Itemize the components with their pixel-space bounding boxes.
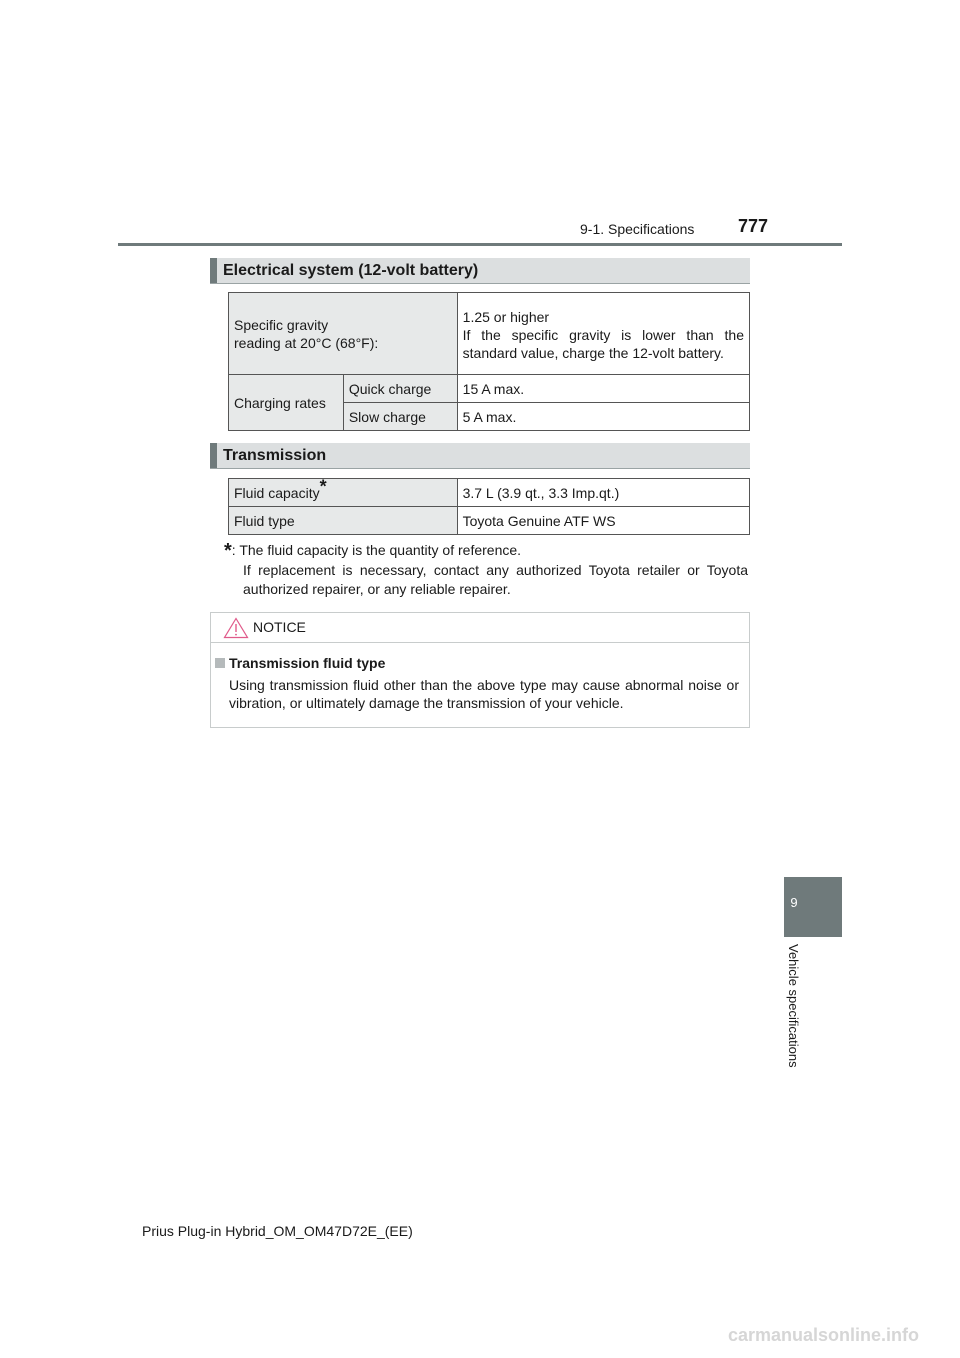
slow-charge-label: Slow charge [343,403,457,431]
section-title-electrical: Electrical system (12-volt battery) [223,262,479,279]
specific-gravity-label-cell [229,293,458,375]
notice-header [211,613,749,643]
footnote [224,541,748,599]
section-title-transmission: Transmission [223,447,327,464]
chapter-label: Vehicle specifications [786,944,801,1068]
header-section-title: 9-1. Specifications [580,221,695,237]
slow-charge-value: 5 A max. [457,403,749,431]
footnote-text-2: If replacement is necessary, contact any authorized Toyota retailer or Toyota authorized repairer, or any reliable repairer. [243,562,748,597]
electrical-spec-table [228,292,750,431]
notice-item-heading [215,655,385,671]
bullet-square-icon [215,658,225,668]
specific-gravity-value-line2: If the specific gravity is lower than the standard value, charge the 12-volt battery. [462,326,744,361]
notice-item-body: Using transmission fluid other than the above type may cause abnormal noise or vibration, or ultimately damage the transmission of your vehicle. [229,677,739,711]
chapter-label-wrap [786,944,806,1094]
quick-charge-value: 15 A max. [457,375,749,403]
fluid-capacity-label-cell [229,475,458,507]
fluid-type-label: Fluid type [229,507,458,535]
fluid-capacity-label: Fluid capacity [234,484,320,501]
specific-gravity-value-line1: 1.25 or higher [462,308,550,325]
transmission-spec-table [228,475,750,535]
notice-item-title: Transmission fluid type [229,655,386,671]
warning-triangle-icon [223,617,249,639]
header-rule [118,243,842,246]
footer-document-id: Prius Plug-in Hybrid_OM_OM47D72E_(EE) [142,1223,413,1239]
footnote-text-1: : The fluid capacity is the quantity of reference. [231,542,522,558]
quick-charge-label: Quick charge [343,375,457,403]
footnote-line1 [224,541,748,561]
chapter-tab [784,877,842,937]
specific-gravity-label-line1: Specific gravity [234,316,329,333]
chapter-number: 9 [790,895,798,910]
specific-gravity-label-line2: reading at 20°C (68°F): [234,334,379,351]
page-number: 777 [738,216,769,236]
watermark: carmanualsonline.info [728,1325,920,1345]
section-bar-electrical [210,258,750,284]
section-bar-transmission [210,443,750,469]
charging-rates-label: Charging rates [229,375,344,431]
fluid-capacity-footnote-mark: * [319,475,327,496]
specific-gravity-value-cell [457,293,749,375]
notice-title: NOTICE [253,619,306,635]
fluid-type-value: Toyota Genuine ATF WS [457,507,749,535]
notice-box [210,612,750,728]
footnote-mark: * [224,540,232,562]
fluid-capacity-value: 3.7 L (3.9 qt., 3.3 Imp.qt.) [457,479,749,507]
